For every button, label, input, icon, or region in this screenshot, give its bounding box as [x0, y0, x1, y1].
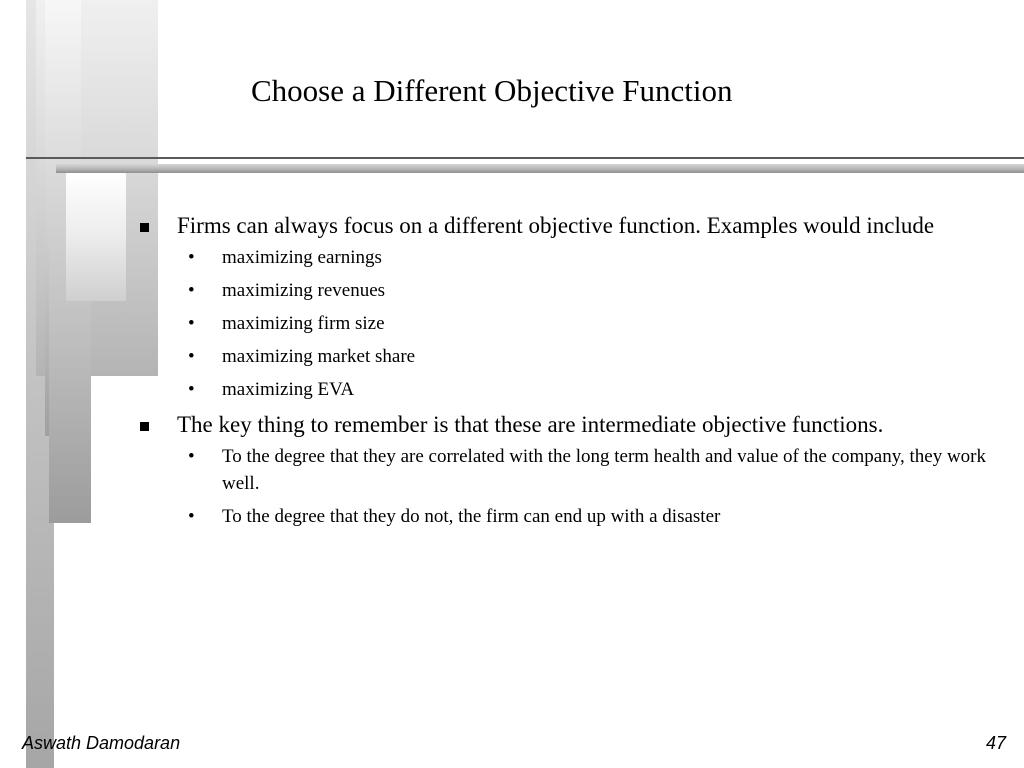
- sub-bullet-text: maximizing market share: [222, 346, 416, 367]
- bullet-dot-icon: •: [188, 313, 195, 334]
- slide-title: Choose a Different Objective Function: [251, 73, 733, 108]
- slide-content: [136, 210, 986, 536]
- bullet-dot-icon: •: [188, 379, 195, 400]
- bullet-dot-icon: •: [188, 247, 195, 268]
- decorative-bar: [66, 172, 126, 301]
- sub-bullet-item: [136, 277, 986, 304]
- square-bullet-icon: [140, 223, 149, 232]
- bullet-point: [136, 210, 986, 241]
- sub-bullet-item: [136, 343, 986, 370]
- sub-bullet-text: maximizing earnings: [222, 247, 382, 268]
- sub-bullet-text: To the degree that they are correlated with the long term health and value of the company, they work well.: [222, 446, 987, 494]
- square-bullet-icon: [140, 422, 149, 431]
- bullet-text: Firms can always focus on a different objective function. Examples would include: [177, 213, 935, 238]
- bullet-point: [136, 409, 986, 440]
- sub-bullet-item: [136, 443, 986, 497]
- sub-bullet-text: To the degree that they do not, the firm can end up with a disaster: [222, 506, 721, 527]
- bullet-dot-icon: •: [188, 506, 195, 527]
- sub-bullet-text: maximizing EVA: [222, 379, 355, 400]
- footer-author: Aswath Damodaran: [22, 733, 181, 753]
- sub-bullet-item: [136, 310, 986, 337]
- sub-bullet-list: [136, 443, 986, 530]
- title-divider-bar: [56, 164, 1024, 173]
- sub-bullet-text: maximizing revenues: [222, 280, 386, 301]
- page-number: 47: [985, 733, 1006, 753]
- bullet-text: The key thing to remember is that these are intermediate objective functions.: [177, 412, 884, 437]
- title-divider-line: [26, 157, 1024, 159]
- bullet-dot-icon: •: [188, 280, 195, 301]
- sub-bullet-text: maximizing firm size: [222, 313, 385, 334]
- bullet-dot-icon: •: [188, 346, 195, 367]
- sub-bullet-item: [136, 244, 986, 271]
- sub-bullet-list: [136, 244, 986, 403]
- sub-bullet-item: [136, 503, 986, 530]
- sub-bullet-item: [136, 376, 986, 403]
- bullet-dot-icon: •: [188, 446, 195, 467]
